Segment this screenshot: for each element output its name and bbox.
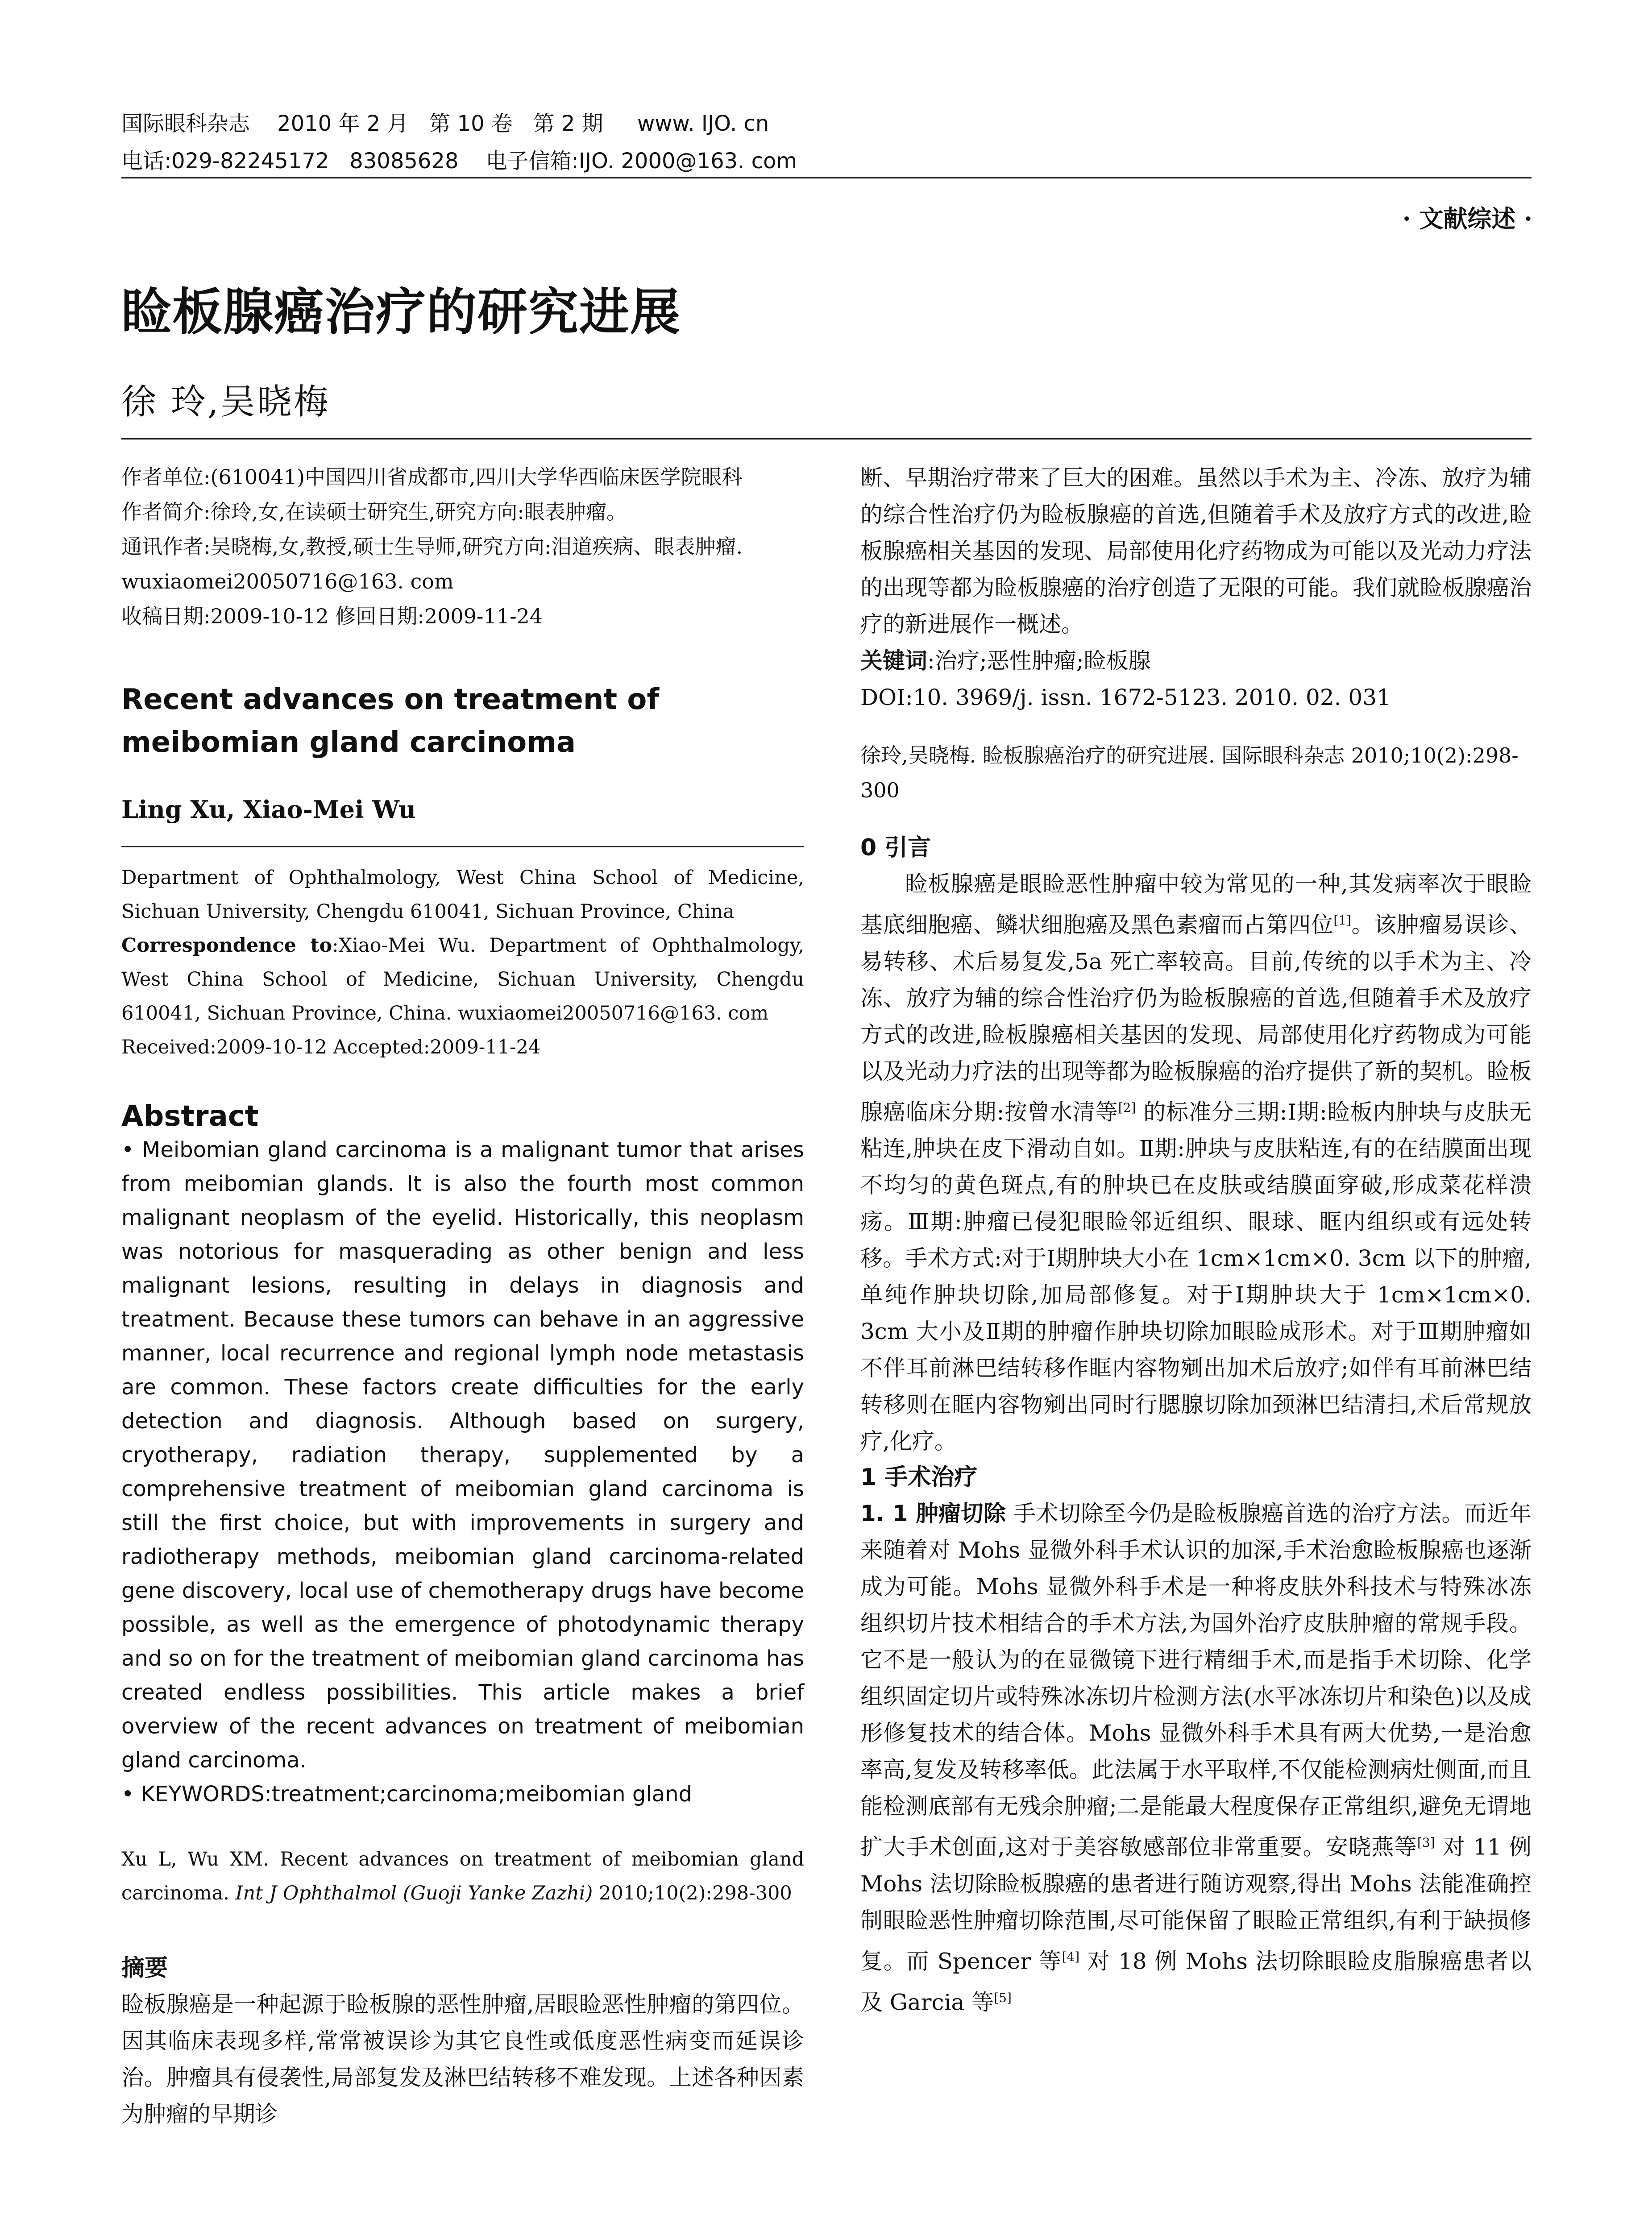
left-column (121, 460, 804, 2132)
section-1-1-paragraph (860, 1495, 1532, 2020)
keywords-label: 关键词 (860, 648, 927, 674)
intro-text-c: 的标准分三期:Ⅰ期:睑板内肿块与皮肤无粘连,肿块在皮下滑动自如。Ⅱ期:肿块与皮肤粘连,有的在结膜面出现不均匀的黄色斑点,有的肿块已在皮肤或结膜面穿破,形成菜花样溃疡。Ⅲ期:肿瘤已侵犯眼睑邻近组织、眼球、眶内组织或有远处转移。手术方式:对于Ⅰ期肿块大小在 1cm×1cm×0. 3cm 以下的肿瘤,单纯作肿块切除,加局部修复。对于Ⅰ期肿块大于 1cm×1cm×0. 3cm 大小及Ⅱ期的肿瘤作肿块切除加眼睑成形术。对于Ⅲ期肿瘤如不伴耳前淋巴结转移作眶内容物剜出加术后放疗;如伴有耳前淋巴结转移则在眶内容物剜出同时行腮腺切除加颈淋巴结清扫,术后常规放疗,化疗。 (860, 1099, 1532, 1455)
affiliation: 作者单位:(610041)中国四川省成都市,四川大学华西临床医学院眼科 (121, 465, 743, 489)
journal-header-line-1: 国际眼科杂志 2010 年 2 月 第 10 卷 第 2 期 www. IJO. cn (121, 111, 769, 136)
author-bio: 作者简介:徐玲,女,在读硕士研究生,研究方向:眼表肿瘤。 (121, 500, 627, 524)
correspondence-text: :Xiao-Mei Wu. Department of Ophthalmology, West China School of Medicine, Sichuan University, Chengdu 610041, Sichuan Province, China. wuxiaomei20050716@163. com (121, 934, 804, 1024)
section-1-1-text-b: 对 11 例 Mohs 法切除睑板腺癌的患者进行随访观察,得出 Mohs 法能准确控制眼睑恶性肿瘤切除范围,尽可能保留了眼睑正常组织,有利于缺损修复。而 Spencer 等 (860, 1834, 1532, 1974)
zh-abstract-text: 睑板腺癌是一种起源于睑板腺的恶性肿瘤,居眼睑恶性肿瘤的第四位。因其临床表现多样,常常被误诊为其它良性或低度恶性病变而延误诊治。肿瘤具有侵袭性,局部复发及淋巴结转移不难发现。上述各种因素为肿瘤的早期诊 (121, 1991, 804, 2127)
article-title: 睑板腺癌治疗的研究进展 (121, 283, 681, 341)
section-1-heading: 1 手术治疗 (860, 1464, 978, 1491)
zh-keywords (860, 643, 1532, 679)
citation-pre: Xu L, Wu XM. Recent advances on treatment of meibomian gland carcinoma. (121, 1848, 804, 1904)
abstract-text: • Meibomian gland carcinoma is a malignant tumor that arises from meibomian glands. It is also the fourth most common malignant neoplasm of the eyelid. Historically, this neoplasm was notorious for masquerading as other benign and less malignant lesions, resulting in delays in diagnosis and treatment. Because these tumors can behave in an aggressive manner, local recurrence and regional lymph node metastasis are common. These factors create difficulties for the early detection and diagnosis. Although based on surgery, cryotherapy, radiation therapy, supplemented by a comprehensive treatment of meibomian gland carcinoma is still the first choice, but with improvements in surgery and radiotherapy methods, meibomian gland carcinoma-related gene discovery, local use of chemotherapy drugs have become possible, as well as the emergence of photodynamic therapy and so on for the treatment of meibomian gland carcinoma has created endless possibilities. This article makes a brief overview of the recent advances on treatment of meibomian gland carcinoma. (121, 1137, 804, 1773)
ref-1: [1] (1333, 913, 1352, 928)
ref-5: [5] (994, 1990, 1012, 2005)
citation-post: 2010;10(2):298-300 (593, 1882, 792, 1904)
zh-citation: 徐玲,吴晓梅. 睑板腺癌治疗的研究进展. 国际眼科杂志 2010;10(2):298-300 (860, 743, 1519, 802)
english-citation (121, 1842, 804, 1910)
correspondence-label: Correspondence to (121, 934, 332, 957)
english-department: Department of Ophthalmology, West China School of Medicine, Sichuan University, Chengdu 610041, Sichuan Province, China (121, 867, 804, 923)
authors-divider (121, 438, 1532, 440)
section-1-1-heading: 1. 1 肿瘤切除 (860, 1501, 1006, 1527)
corresponding-author: 通讯作者:吴晓梅,女,教授,硕士生导师,研究方向:泪道疾病、眼表肿瘤. wuxiaomei20050716@163. com (121, 535, 743, 593)
section-1-1-text-a: 手术切除至今仍是睑板腺癌首选的治疗方法。而近年来随着对 Mohs 显微外科手术认识的加深,手术治愈睑板腺癌也逐渐成为可能。Mohs 显微外科手术是一种将皮肤外科技术与特殊冰冻组织切片技术相结合的手术方法,为国外治疗皮肤肿瘤的常规手段。它不是一般认为的在显微镜下进行精细手术,而是指手术切除、化学组织固定切片或特殊冰冻切片检测方法(水平冰冻切片和染色)以及成形修复技术的结合体。Mohs 显微外科手术具有两大优势,一是治愈率高,复发及转移率低。此法属于水平取样,不仅能检测病灶侧面,而且能检测底部有无残余肿瘤;二是能最大程度保存正常组织,避免无谓地扩大手术创面,这对于美容敏感部位非常重要。安晓燕等 (860, 1501, 1532, 1860)
intro-text-b: 。该肿瘤易误诊、易转移、术后易复发,5a 死亡率较高。目前,传统的以手术为主、冷冻、放疗为辅的综合性治疗仍为睑板腺癌的首选,但随着手术及放疗方式的改进,睑板腺癌相关基因的发现、局部使用化疗药物成为可能以及光动力疗法的出现等都为睑板腺癌的治疗提供了新的契机。睑板腺癌临床分期:按曾水清等 (860, 912, 1532, 1125)
zh-abstract-heading: 摘要 (121, 1955, 168, 1982)
intro-paragraph (860, 866, 1532, 1460)
ref-4: [4] (1062, 1949, 1080, 1964)
zh-abstract-continued: 断、早期治疗带来了巨大的困难。虽然以手术为主、冷冻、放疗为辅的综合性治疗仍为睑板腺癌的首选,但随着手术及放疗方式的改进,睑板腺癌相关基因的发现、局部使用化疗药物成为可能以及光动力疗法的出现等都为睑板腺癌的治疗创造了无限的可能。我们就睑板腺癌治疗的新进展作一概述。 (860, 465, 1532, 637)
intro-text-a: 睑板腺癌是眼睑恶性肿瘤中较为常见的一种,其发病率次于眼睑基底细胞癌、鳞状细胞癌及黑色素瘤而占第四位 (860, 871, 1532, 938)
english-title: Recent advances on treatment of meibomian gland carcinoma (121, 683, 660, 759)
citation-journal: Int J Ophthalmol (Guoji Yanke Zazhi) (235, 1882, 593, 1904)
section-tag: · 文献综述 · (1402, 204, 1532, 233)
doi: DOI:10. 3969/j. issn. 1672-5123. 2010. 02. 031 (860, 684, 1391, 710)
ref-2: [2] (1118, 1100, 1136, 1115)
ref-3: [3] (1417, 1835, 1435, 1850)
english-dates: Received:2009-10-12 Accepted:2009-11-24 (121, 1036, 541, 1058)
right-column (860, 460, 1532, 2020)
article-authors: 徐 玲,吴晓梅 (121, 382, 330, 422)
keywords-text: :治疗;恶性肿瘤;睑板腺 (927, 648, 1151, 674)
english-authors: Ling Xu, Xiao-Mei Wu (121, 795, 416, 824)
header-divider (121, 177, 1532, 178)
section-1-1-text-c: 对 18 例 Mohs 法切除眼睑皮脂腺癌患者以及 Garcia 等 (860, 1948, 1532, 2015)
received-dates: 收稿日期:2009-10-12 修回日期:2009-11-24 (121, 604, 543, 628)
intro-heading: 0 引言 (860, 834, 931, 861)
keywords-english: • KEYWORDS:treatment;carcinoma;meibomian gland (121, 1782, 692, 1807)
journal-header-line-2: 电话:029-82245172 83085628 电子信箱:IJO. 2000@163. com (121, 149, 797, 174)
english-correspondence (121, 929, 804, 1030)
abstract-heading: Abstract (121, 1100, 259, 1133)
